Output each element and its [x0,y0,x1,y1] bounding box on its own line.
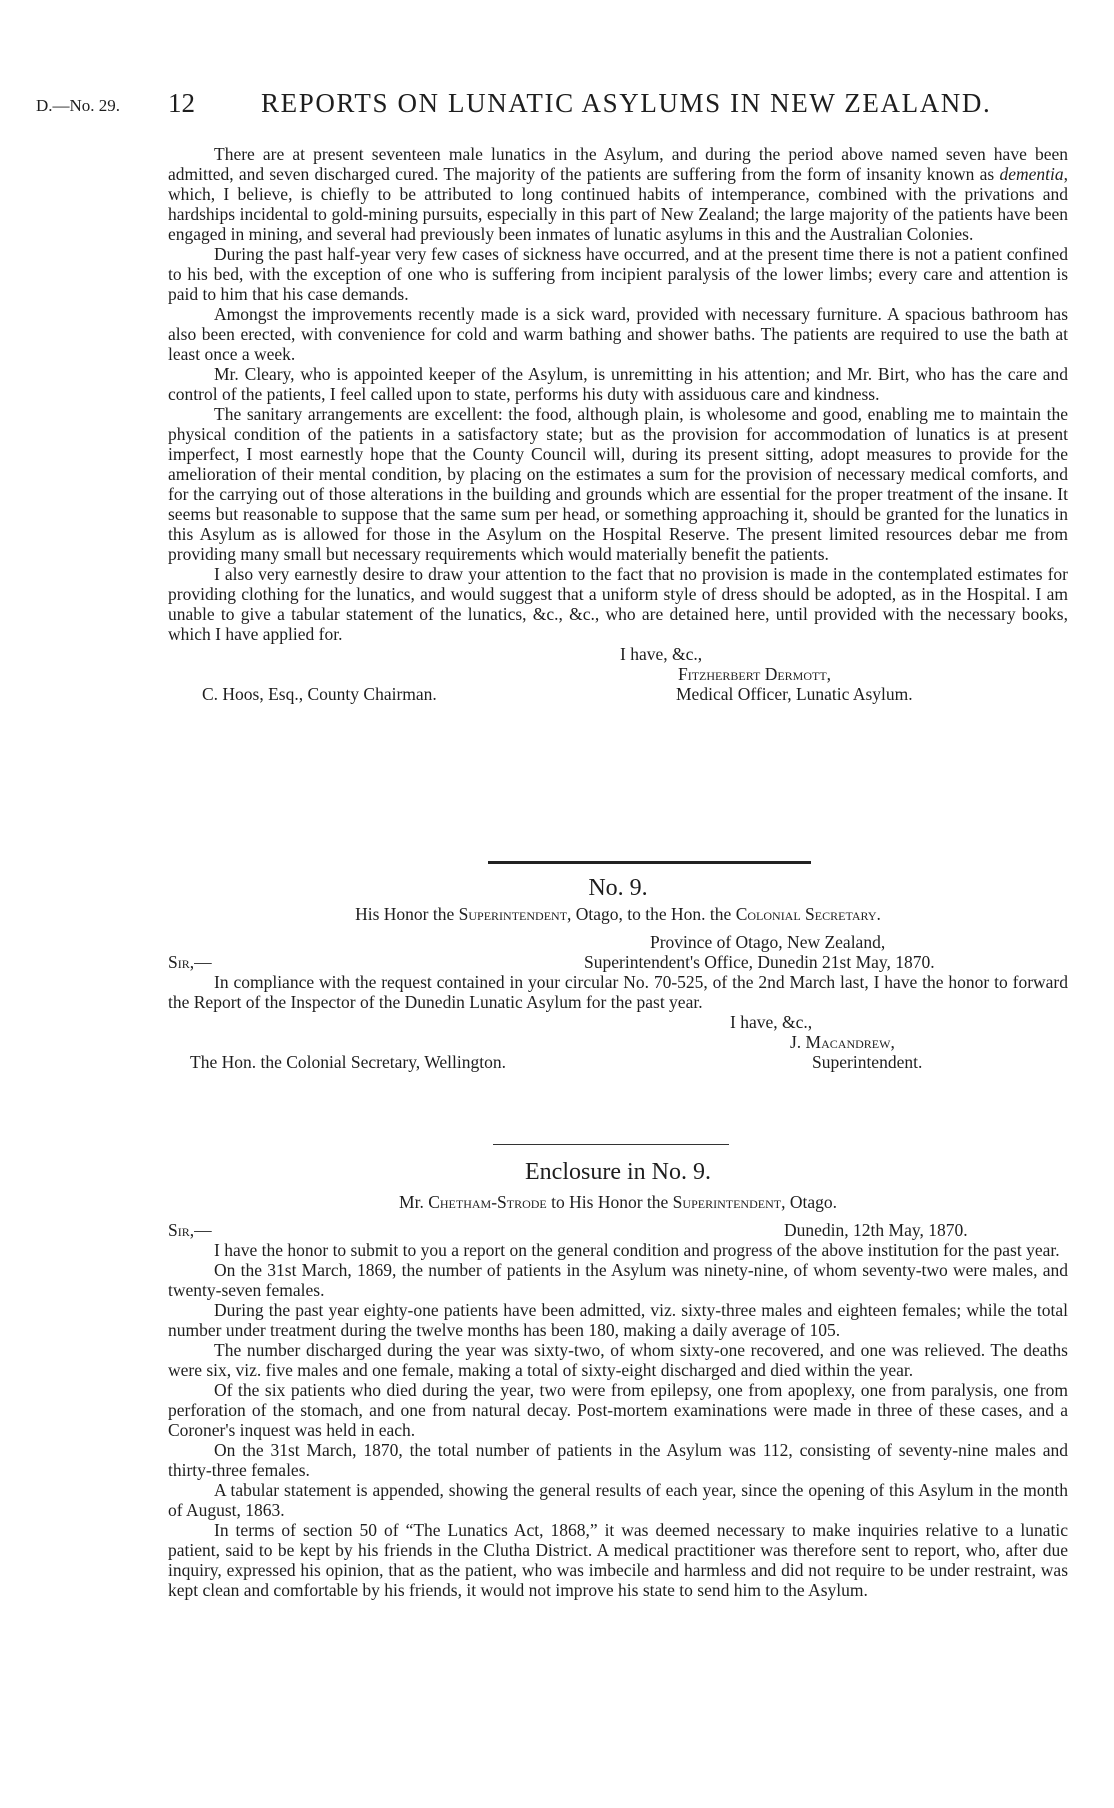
enclosure-letter [168,1220,1068,1600]
signature-line [168,1032,1068,1052]
salutation: Sir,— [168,1220,212,1240]
paragraph: On the 31st March, 1869, the number of patients in the Asylum was ninety-nine, of whom seventy-two were males, and twenty-seven females. [168,1260,1068,1300]
running-title: REPORTS ON LUNATIC ASYLUMS IN NEW ZEALAND. [261,88,992,118]
letter-caption: His Honor the Superintendent, Otago, to the Hon. the Colonial Secretary. [355,904,881,924]
section-divider [488,861,811,864]
paragraph: Mr. Cleary, who is appointed keeper of the Asylum, is unremitting in his attention; and Mr. Birt, who has the care and control of the patients, I feel called upon to state, performs his duty with assiduous care and kindness. [168,364,1068,404]
section-heading-no9: No. 9. [588,875,648,901]
signature-line [168,664,1068,684]
salutation-line [168,952,1068,972]
document-reference: D.—No. 29. [36,96,121,115]
emphasis: dementia [999,164,1064,184]
paragraph: During the past year eighty-one patients have been admitted, viz. sixty-three males and eighteen females; while the total number under treatment during the twelve months has been 180, making a daily average of 105. [168,1300,1068,1340]
letter-date: Dunedin, 12th May, 1870. [784,1220,968,1240]
page-header [36,86,1076,126]
paragraph: I also very earnestly desire to draw your attention to the fact that no provision is made in the contemplated estimates for providing clothing for the lunatics, and would suggest that a uniform style of dress should be adopted, as in the Hospital. I am unable to give a tabular statement of the lunatics, &c., &c., who are detained here, until provided with the necessary books, which I have applied for. [168,564,1068,644]
closing-line [168,1012,1068,1032]
paragraph: In terms of section 50 of “The Lunatics Act, 1868,” it was deemed necessary to make inquiries relative to a lunatic patient, said to be kept by his friends in the Clutha District. A medical practitioner was therefore sent to report, who, after due inquiry, expressed his opinion, that as the patient, who was imbecile and harmless and did not require to be under restraint, was kept clean and comfortable by his friends, it would not improve his state to send him to the Asylum. [168,1520,1068,1600]
letter-body [168,1240,1068,1600]
signer-name: Fitzherbert Dermott, [678,664,832,684]
letter-macandrew [168,932,1068,1072]
closing: I have, &c., [620,644,703,664]
paragraph: During the past half-year very few cases of sickness have occurred, and at the present time there is not a patient confined to his bed, with the exception of one who is suffering from incipient paralysis of the lower limbs; every care and attention is paid to him that his case demands. [168,244,1068,304]
paragraph: The number discharged during the year was sixty-two, of whom sixty-one recovered, and one was relieved. The deaths were six, viz. five males and one female, making a total of sixty-eight discharged and died within the year. [168,1340,1068,1380]
paragraph: I have the honor to submit to you a report on the general condition and progress of the above institution for the past year. [214,1240,1060,1260]
address-line [168,684,1068,704]
paragraph: Amongst the improvements recently made is a sick ward, provided with necessary furniture. A spacious bathroom has also been erected, with convenience for cold and warm bathing and shower baths. The patients are required to use the bath at least once a week. [168,304,1068,364]
addressee: The Hon. the Colonial Secretary, Wellington. [190,1052,506,1072]
closing-line [168,644,1068,664]
paragraph: There are at present seventeen male lunatics in the Asylum, and during the period above named seven have been admitted, and seven discharged cured. The majority of the patients are suffering from the form of insanity known as dementia, which, I believe, is chiefly to be attributed to long continued habits of intemperance, combined with the privations and hardships incidental to gold-mining pursuits, especially in this part of New Zealand; the large majority of the patients have been engaged in mining, and several had previously been inmates of lunatic asylums in this and the Australian Colonies. [168,144,1068,244]
letter-body [168,972,1068,1012]
enclosure-heading: Enclosure in No. 9. [525,1159,711,1185]
paragraph: The sanitary arrangements are excellent: the food, although plain, is wholesome and good, enabling me to maintain the physical condition of the patients in a satisfactory state; but as the provision for accommodation of lunatics is at present imperfect, I most earnestly hope that the County Council will, during its present sitting, adopt measures to provide for the amelioration of their mental condition, by placing on the estimates a sum for the provision of necessary medical comforts, and for the carrying out of those alterations in the building and grounds which are essential for the proper treatment of the insane. It seems but reasonable to suppose that the same sum per head, or something approaching it, should be granted for the lunatics in this Asylum as is allowed for those in the Asylum on the Hospital Reserve. The present limited resources debar me from providing many small but necessary requirements which would materially benefit the patients. [168,404,1068,564]
page-number: 12 [168,88,195,118]
letter-dermott [168,144,1068,704]
addressee: C. Hoos, Esq., County Chairman. [202,684,437,704]
signer-name: J. Macandrew, [790,1032,895,1052]
closing: I have, &c., [730,1012,813,1032]
paragraph: In compliance with the request contained in your circular No. 70-525, of the 2nd March last, I have the honor to forward the Report of the Inspector of the Dunedin Lunatic Asylum for the past year. [168,972,1068,1012]
address-line [168,1052,1068,1072]
section-divider [493,1144,729,1145]
signer-title: Superintendent. [812,1052,923,1072]
signer-title: Medical Officer, Lunatic Asylum. [676,684,913,704]
address-line [168,932,1068,952]
enclosure-caption: Mr. Chetham-Strode to His Honor the Superintendent, Otago. [399,1192,837,1212]
paragraph: A tabular statement is appended, showing the general results of each year, since the opening of this Asylum in the month of August, 1863. [168,1480,1068,1520]
salutation: Sir,— [168,952,212,972]
letter-body [168,144,1068,644]
salutation-line [168,1220,1068,1240]
paragraph: On the 31st March, 1870, the total number of patients in the Asylum was 112, consisting of seventy-nine males and thirty-three females. [168,1440,1068,1480]
address-line-2: Superintendent's Office, Dunedin 21st May, 1870. [584,952,935,972]
address-line-1: Province of Otago, New Zealand, [650,932,886,952]
paragraph: Of the six patients who died during the year, two were from epilepsy, one from apoplexy, one from paralysis, one from perforation of the stomach, and one from natural decay. Post-mortem examinations were made in three of these cases, and a Coroner's inquest was held in each. [168,1380,1068,1440]
